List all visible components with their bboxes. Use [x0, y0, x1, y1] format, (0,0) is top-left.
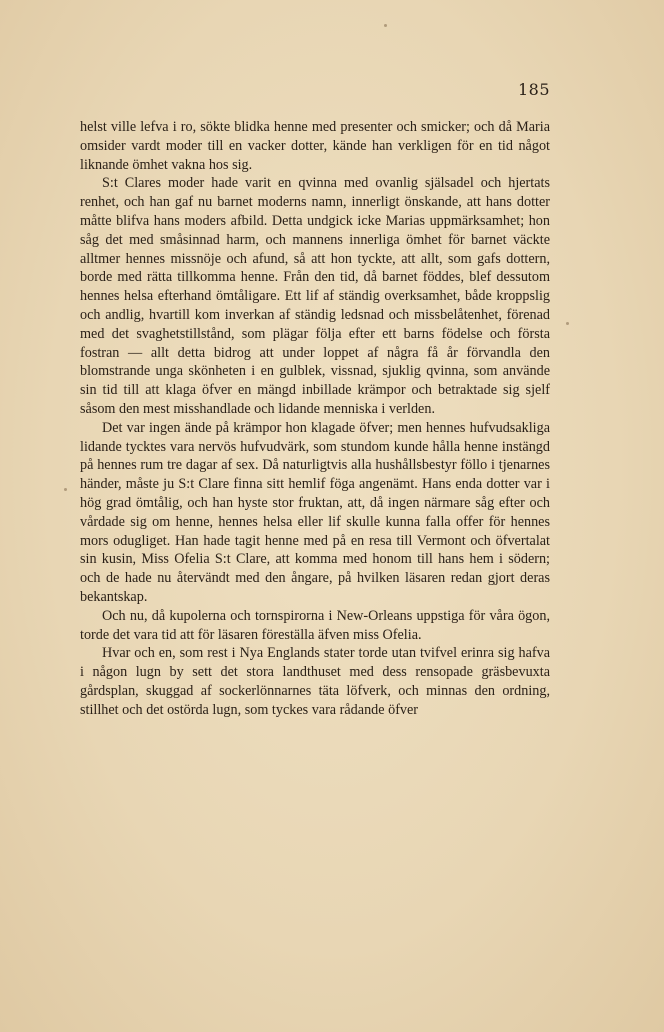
paragraph: S:t Clares moder hade varit en qvinna med ovanlig själsadel och hjertats renhet, och han gaf nu barnet moderns namn, innerligt önskande, att hans dotter måtte blifva hans moders afbild. Detta undgick icke Marias uppmärksamhet; hon såg det med småsinnad harm, och mannens innerliga ömhet för barnet väckte alltmer hennes missnöje och afund, så att hon tyckte, att allt, som gafs dottern, borde med rätta tillkomma henne. Från den tid, då barnet föddes, blef dessutom hennes helsa efterhand ömtåligare. Ett lif af ständig overksamhet, både kroppslig och andlig, hvartill kom inverkan af ständig ledsnad och missbelåtenhet, förenad med det svaghetstillstånd, som plägar följa efter ett barns födelse och första fostran — allt detta bidrog att under loppet af några få år förvandla den blomstrande unga skönheten i en gulblek, vissnad, sjuklig qvinna, som använde sin tid till att klaga öfver en mängd inbillade krämpor och betraktade sig sjelf såsom den mest misshandlade och lidande menniska i verlden. — [80, 175, 550, 417]
body-text — [80, 118, 550, 720]
paper-speck — [384, 24, 387, 27]
paragraph: helst ville lefva i ro, sökte blidka henne med presenter och smicker; och då Maria omsider vardt moder till en vacker dotter, kände han verkligen för en tid något liknande ömhet vakna hos sig. — [80, 119, 550, 173]
paragraph: Och nu, då kupolerna och tornspirorna i New-Orleans uppstiga för våra ögon, torde det vara tid att för läsaren föreställa äfven miss Ofelia. — [80, 607, 550, 643]
paragraph: Det var ingen ände på krämpor hon klagade öfver; men hennes hufvudsakliga lidande tycktes vara nervös hufvudvärk, som stundom kunde hålla henne instängd på hennes rum tre dagar af sex. Då naturligtvis alla hushållsbestyr föllo i tjenarnes händer, måste ju S:t Clare finna sitt hemlif föga angenämt. Hans enda dotter var i hög grad ömtålig, och han hyste stor fruktan, att, då ingen närmare såg efter och vårdade sig om henne, hennes helsa eller lif skulle kunna falla offer för hennes mors odugliget. Han hade tagit henne med på en resa till Vermont och öfvertalat sin kusin, Miss Ofelia S:t Clare, att komma med honom till hans hem i södern; och de hade nu återvändt med den ångare, på hvilken läsaren redan gjort deras bekantskap. — [80, 419, 550, 605]
paragraph: Hvar och en, som rest i Nya Englands stater torde utan tvifvel erinra sig hafva i någon lugn by sett det stora landthuset med dess rensopade gräsbevuxta gårdsplan, skuggad af sockerlönnarnes täta löfverk, och minnas den ordning, stillhet och det ostörda lugn, som tyckes vara rådande öfver — [80, 645, 550, 718]
paper-speck — [64, 488, 67, 491]
paper-speck — [566, 322, 569, 325]
page-number: 185 — [517, 80, 550, 99]
